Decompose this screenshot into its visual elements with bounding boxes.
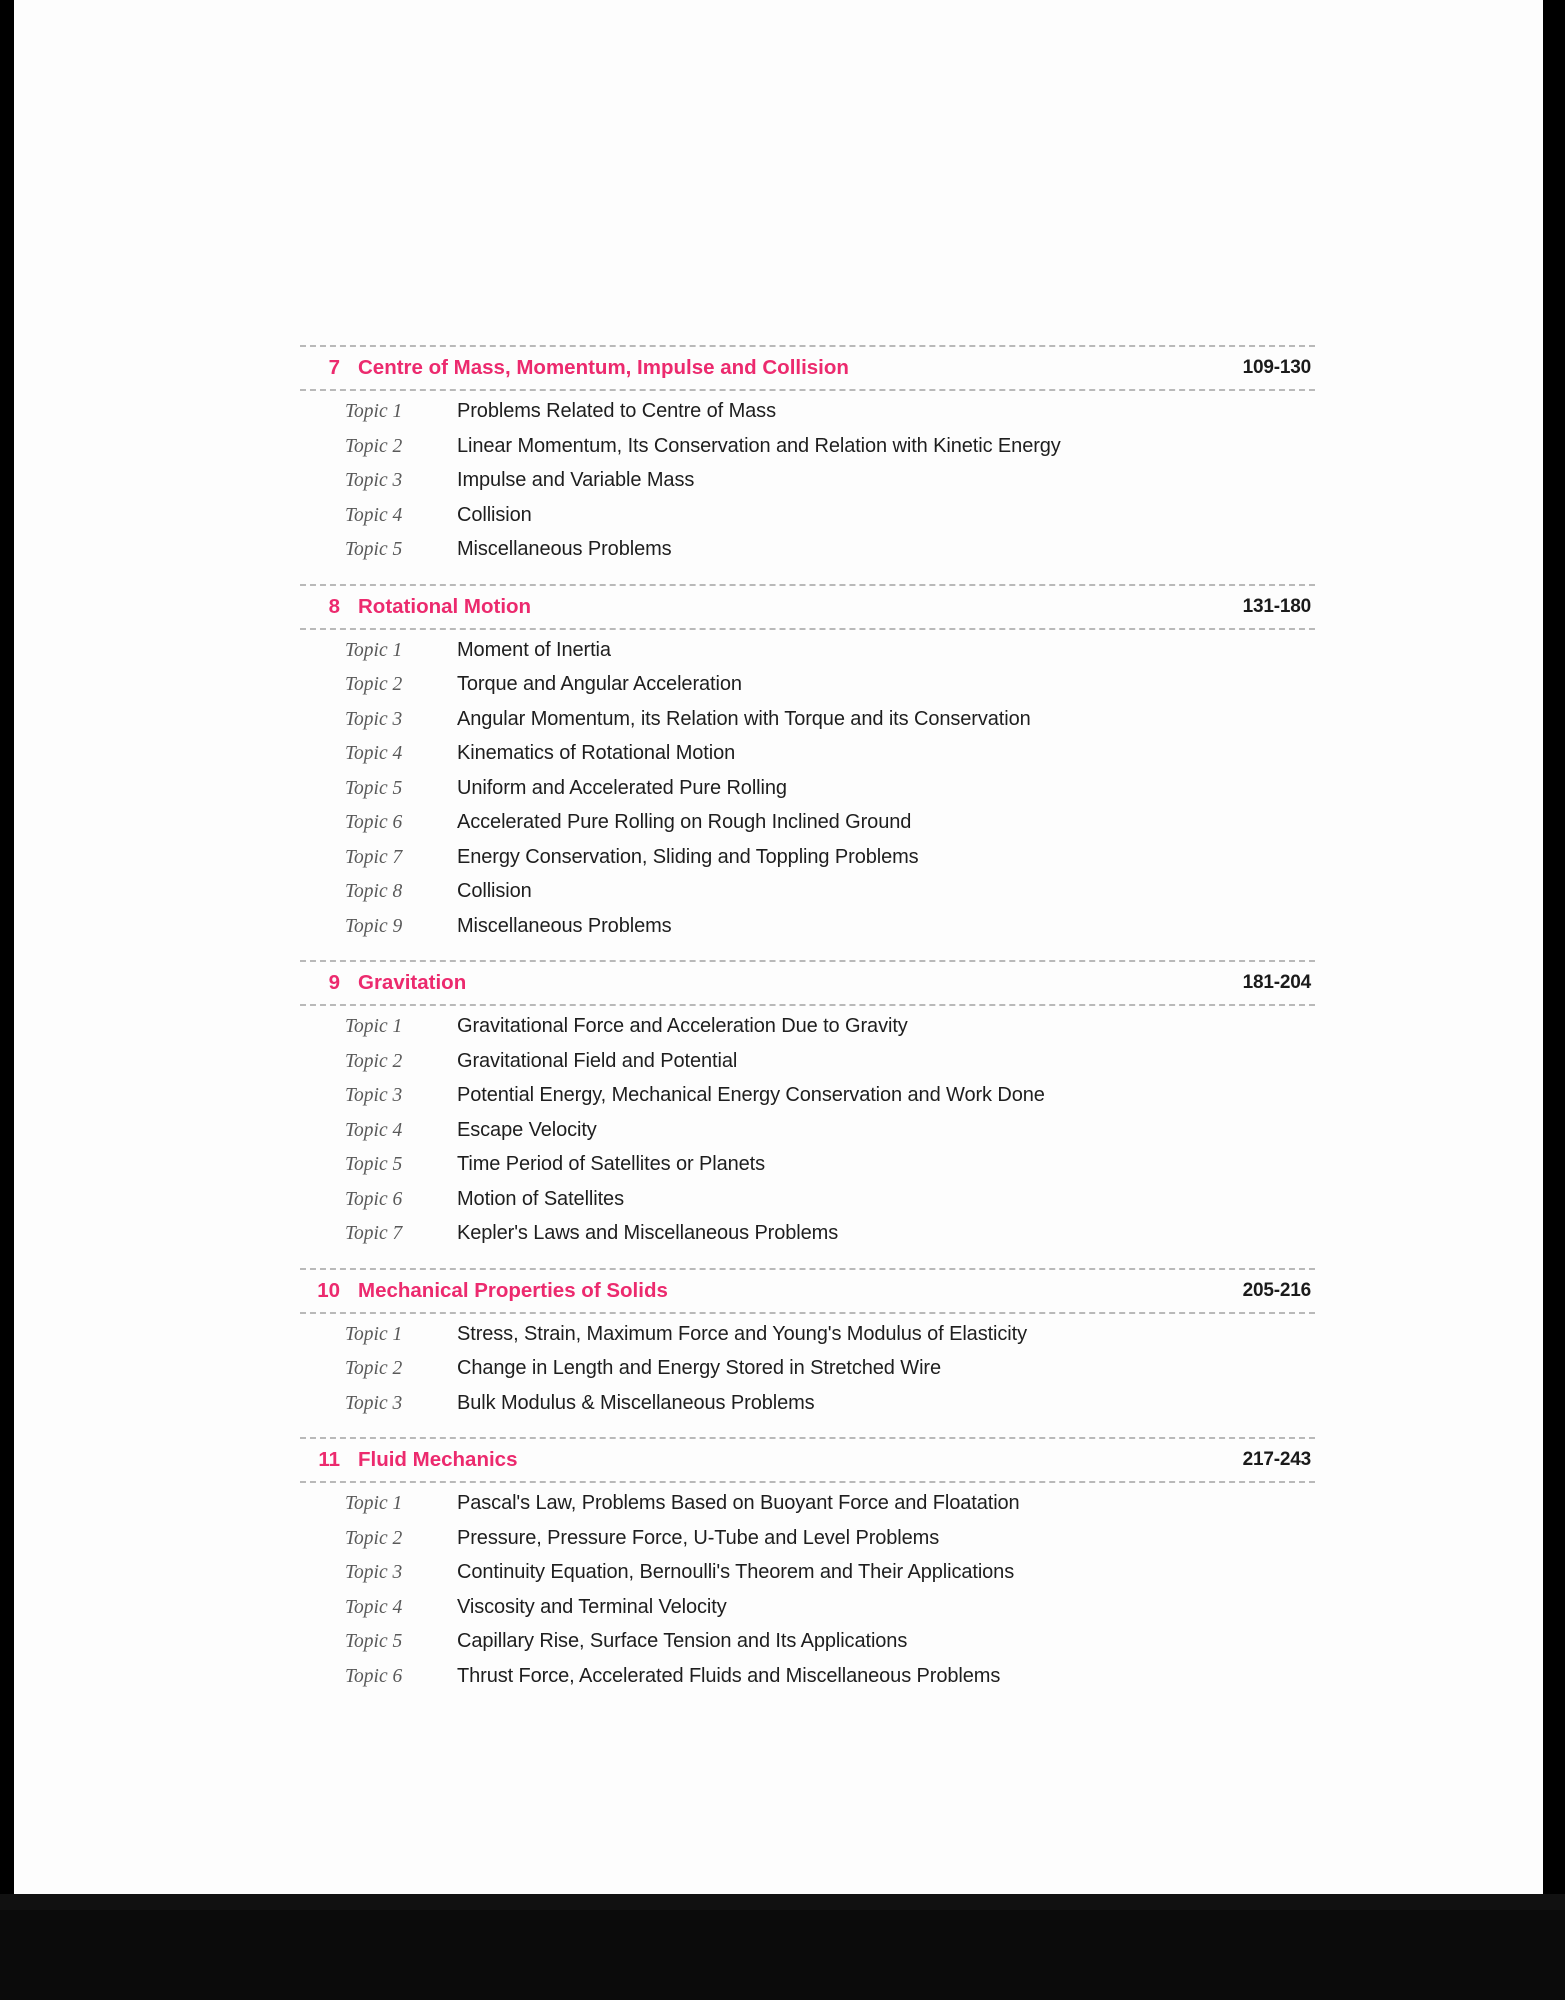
topic-label: Topic 4 <box>345 1596 403 1618</box>
topic-label: Topic 4 <box>345 504 403 526</box>
topic-title: Thrust Force, Accelerated Fluids and Miscellaneous Problems <box>457 1664 1001 1687</box>
topic-label: Topic 2 <box>345 1050 403 1072</box>
topic-label: Topic 5 <box>345 1631 403 1652</box>
topic-row[interactable] <box>300 1630 1315 1665</box>
topic-title: Viscosity and Terminal Velocity <box>457 1595 727 1618</box>
topic-label: Topic 6 <box>345 1665 403 1687</box>
topic-label: Topic 7 <box>345 846 403 868</box>
topic-row[interactable] <box>300 1084 1315 1119</box>
chapter-block <box>300 1268 1315 1438</box>
topic-label: Topic 9 <box>345 915 403 937</box>
topic-label: Topic 2 <box>345 1527 403 1549</box>
topic-title: Accelerated Pure Rolling on Rough Inclined Ground <box>457 811 912 833</box>
topic-title: Angular Momentum, its Relation with Torque and its Conservation <box>457 707 1031 730</box>
chapter-block <box>300 345 1315 584</box>
topic-label: Topic 8 <box>345 881 403 902</box>
chapter-heading[interactable] <box>300 1268 1315 1314</box>
chapter-page-range: 181-204 <box>1242 972 1311 993</box>
chapter-page-range: 205-216 <box>1242 1279 1311 1301</box>
chapter-number: 11 <box>318 1448 340 1471</box>
page-left-edge <box>0 0 14 2000</box>
topic-label: Topic 6 <box>345 812 403 833</box>
topic-title: Gravitational Field and Potential <box>457 1049 738 1072</box>
topic-row[interactable] <box>300 1357 1315 1392</box>
chapter-number: 9 <box>328 971 340 994</box>
topic-label: Topic 2 <box>345 674 403 695</box>
topic-label: Topic 3 <box>345 1392 403 1414</box>
topic-title: Gravitational Force and Acceleration Due to Gravity <box>457 1015 908 1037</box>
topic-title: Time Period of Satellites or Planets <box>457 1153 766 1175</box>
topic-list <box>300 1314 1315 1438</box>
chapter-page-range: 109-130 <box>1242 357 1311 378</box>
topic-title: Collision <box>457 880 532 902</box>
topic-row[interactable] <box>300 639 1315 674</box>
topic-label: Topic 1 <box>345 1016 403 1037</box>
topic-row[interactable] <box>300 400 1315 435</box>
chapter-title: Gravitation <box>358 971 467 994</box>
chapter-title: Fluid Mechanics <box>358 1448 518 1471</box>
chapter-number: 7 <box>328 356 340 379</box>
topic-label: Topic 3 <box>345 1085 403 1106</box>
topic-row[interactable] <box>300 1527 1315 1562</box>
chapter-heading[interactable] <box>300 1437 1315 1483</box>
topic-title: Continuity Equation, Bernoulli's Theorem and Their Applications <box>457 1561 1015 1583</box>
topic-row[interactable] <box>300 1153 1315 1188</box>
chapter-block <box>300 960 1315 1268</box>
topic-label: Topic 2 <box>345 435 403 457</box>
topic-title: Potential Energy, Mechanical Energy Conservation and Work Done <box>457 1084 1045 1106</box>
topic-row[interactable] <box>300 1665 1315 1700</box>
table-of-contents <box>300 345 1315 1710</box>
topic-row[interactable] <box>300 777 1315 812</box>
chapter-number: 10 <box>317 1278 340 1302</box>
topic-row[interactable] <box>300 708 1315 743</box>
chapter-heading[interactable] <box>300 960 1315 1006</box>
topic-list <box>300 1006 1315 1268</box>
topic-row[interactable] <box>300 811 1315 846</box>
topic-title: Problems Related to Centre of Mass <box>457 400 776 422</box>
topic-row[interactable] <box>300 1561 1315 1596</box>
topic-title: Change in Length and Energy Stored in Stretched Wire <box>457 1357 941 1379</box>
topic-row[interactable] <box>300 1119 1315 1154</box>
topic-title: Linear Momentum, Its Conservation and Relation with Kinetic Energy <box>457 434 1061 457</box>
topic-title: Kinematics of Rotational Motion <box>457 742 736 764</box>
topic-label: Topic 5 <box>345 539 403 560</box>
page-bottom-rule <box>0 1894 1565 1910</box>
topic-row[interactable] <box>300 435 1315 470</box>
topic-label: Topic 6 <box>345 1188 403 1210</box>
topic-title: Stress, Strain, Maximum Force and Young's Modulus of Elasticity <box>457 1322 1027 1345</box>
topic-title: Pascal's Law, Problems Based on Buoyant Force and Floatation <box>457 1492 1020 1514</box>
chapter-number: 8 <box>328 594 340 618</box>
topic-label: Topic 3 <box>345 470 403 491</box>
chapter-block <box>300 584 1315 961</box>
chapter-title: Rotational Motion <box>358 594 532 618</box>
chapter-title: Mechanical Properties of Solids <box>358 1278 668 1302</box>
topic-label: Topic 5 <box>345 777 403 799</box>
topic-title: Moment of Inertia <box>457 638 611 661</box>
topic-row[interactable] <box>300 742 1315 777</box>
page-right-edge <box>1543 0 1565 2000</box>
topic-title: Miscellaneous Problems <box>457 914 672 937</box>
topic-row[interactable] <box>300 1188 1315 1223</box>
topic-label: Topic 1 <box>345 1493 403 1514</box>
chapter-page-range: 217-243 <box>1242 1449 1311 1470</box>
topic-title: Pressure, Pressure Force, U-Tube and Level Problems <box>457 1526 940 1549</box>
topic-title: Torque and Angular Acceleration <box>457 673 742 695</box>
topic-row[interactable] <box>300 1015 1315 1050</box>
topic-title: Escape Velocity <box>457 1118 597 1141</box>
page-bottom-edge <box>0 1910 1565 2000</box>
topic-title: Energy Conservation, Sliding and Toppling Problems <box>457 845 919 868</box>
topic-row[interactable] <box>300 1392 1315 1427</box>
chapter-heading[interactable] <box>300 345 1315 391</box>
topic-label: Topic 1 <box>345 1323 403 1345</box>
topic-row[interactable] <box>300 1050 1315 1085</box>
chapter-title: Centre of Mass, Momentum, Impulse and Collision <box>358 356 849 379</box>
topic-list <box>300 1483 1315 1710</box>
topic-row[interactable] <box>300 846 1315 881</box>
topic-title: Capillary Rise, Surface Tension and Its Applications <box>457 1630 908 1652</box>
topic-label: Topic 2 <box>345 1358 403 1379</box>
topic-title: Kepler's Laws and Miscellaneous Problems <box>457 1222 839 1244</box>
topic-label: Topic 3 <box>345 708 403 730</box>
topic-label: Topic 7 <box>345 1223 403 1244</box>
topic-row[interactable] <box>300 538 1315 573</box>
topic-label: Topic 4 <box>345 743 403 764</box>
topic-row[interactable] <box>300 1492 1315 1527</box>
chapter-page-range: 131-180 <box>1242 595 1311 617</box>
topic-label: Topic 4 <box>345 1119 403 1141</box>
topic-label: Topic 5 <box>345 1154 403 1175</box>
topic-title: Bulk Modulus & Miscellaneous Problems <box>457 1391 815 1414</box>
topic-title: Impulse and Variable Mass <box>457 469 695 491</box>
topic-label: Topic 3 <box>345 1562 403 1583</box>
topic-title: Uniform and Accelerated Pure Rolling <box>457 776 787 799</box>
topic-title: Miscellaneous Problems <box>457 538 672 560</box>
chapter-heading[interactable] <box>300 584 1315 630</box>
topic-row[interactable] <box>300 1596 1315 1631</box>
chapter-block <box>300 1437 1315 1710</box>
topic-label: Topic 1 <box>345 639 403 661</box>
topic-row[interactable] <box>300 915 1315 950</box>
topic-title: Motion of Satellites <box>457 1187 624 1210</box>
topic-list <box>300 630 1315 961</box>
topic-row[interactable] <box>300 1222 1315 1257</box>
topic-row[interactable] <box>300 880 1315 915</box>
topic-list <box>300 391 1315 584</box>
topic-title: Collision <box>457 503 532 526</box>
topic-row[interactable] <box>300 673 1315 708</box>
topic-row[interactable] <box>300 504 1315 539</box>
topic-row[interactable] <box>300 1323 1315 1358</box>
topic-row[interactable] <box>300 469 1315 504</box>
topic-label: Topic 1 <box>345 401 403 422</box>
